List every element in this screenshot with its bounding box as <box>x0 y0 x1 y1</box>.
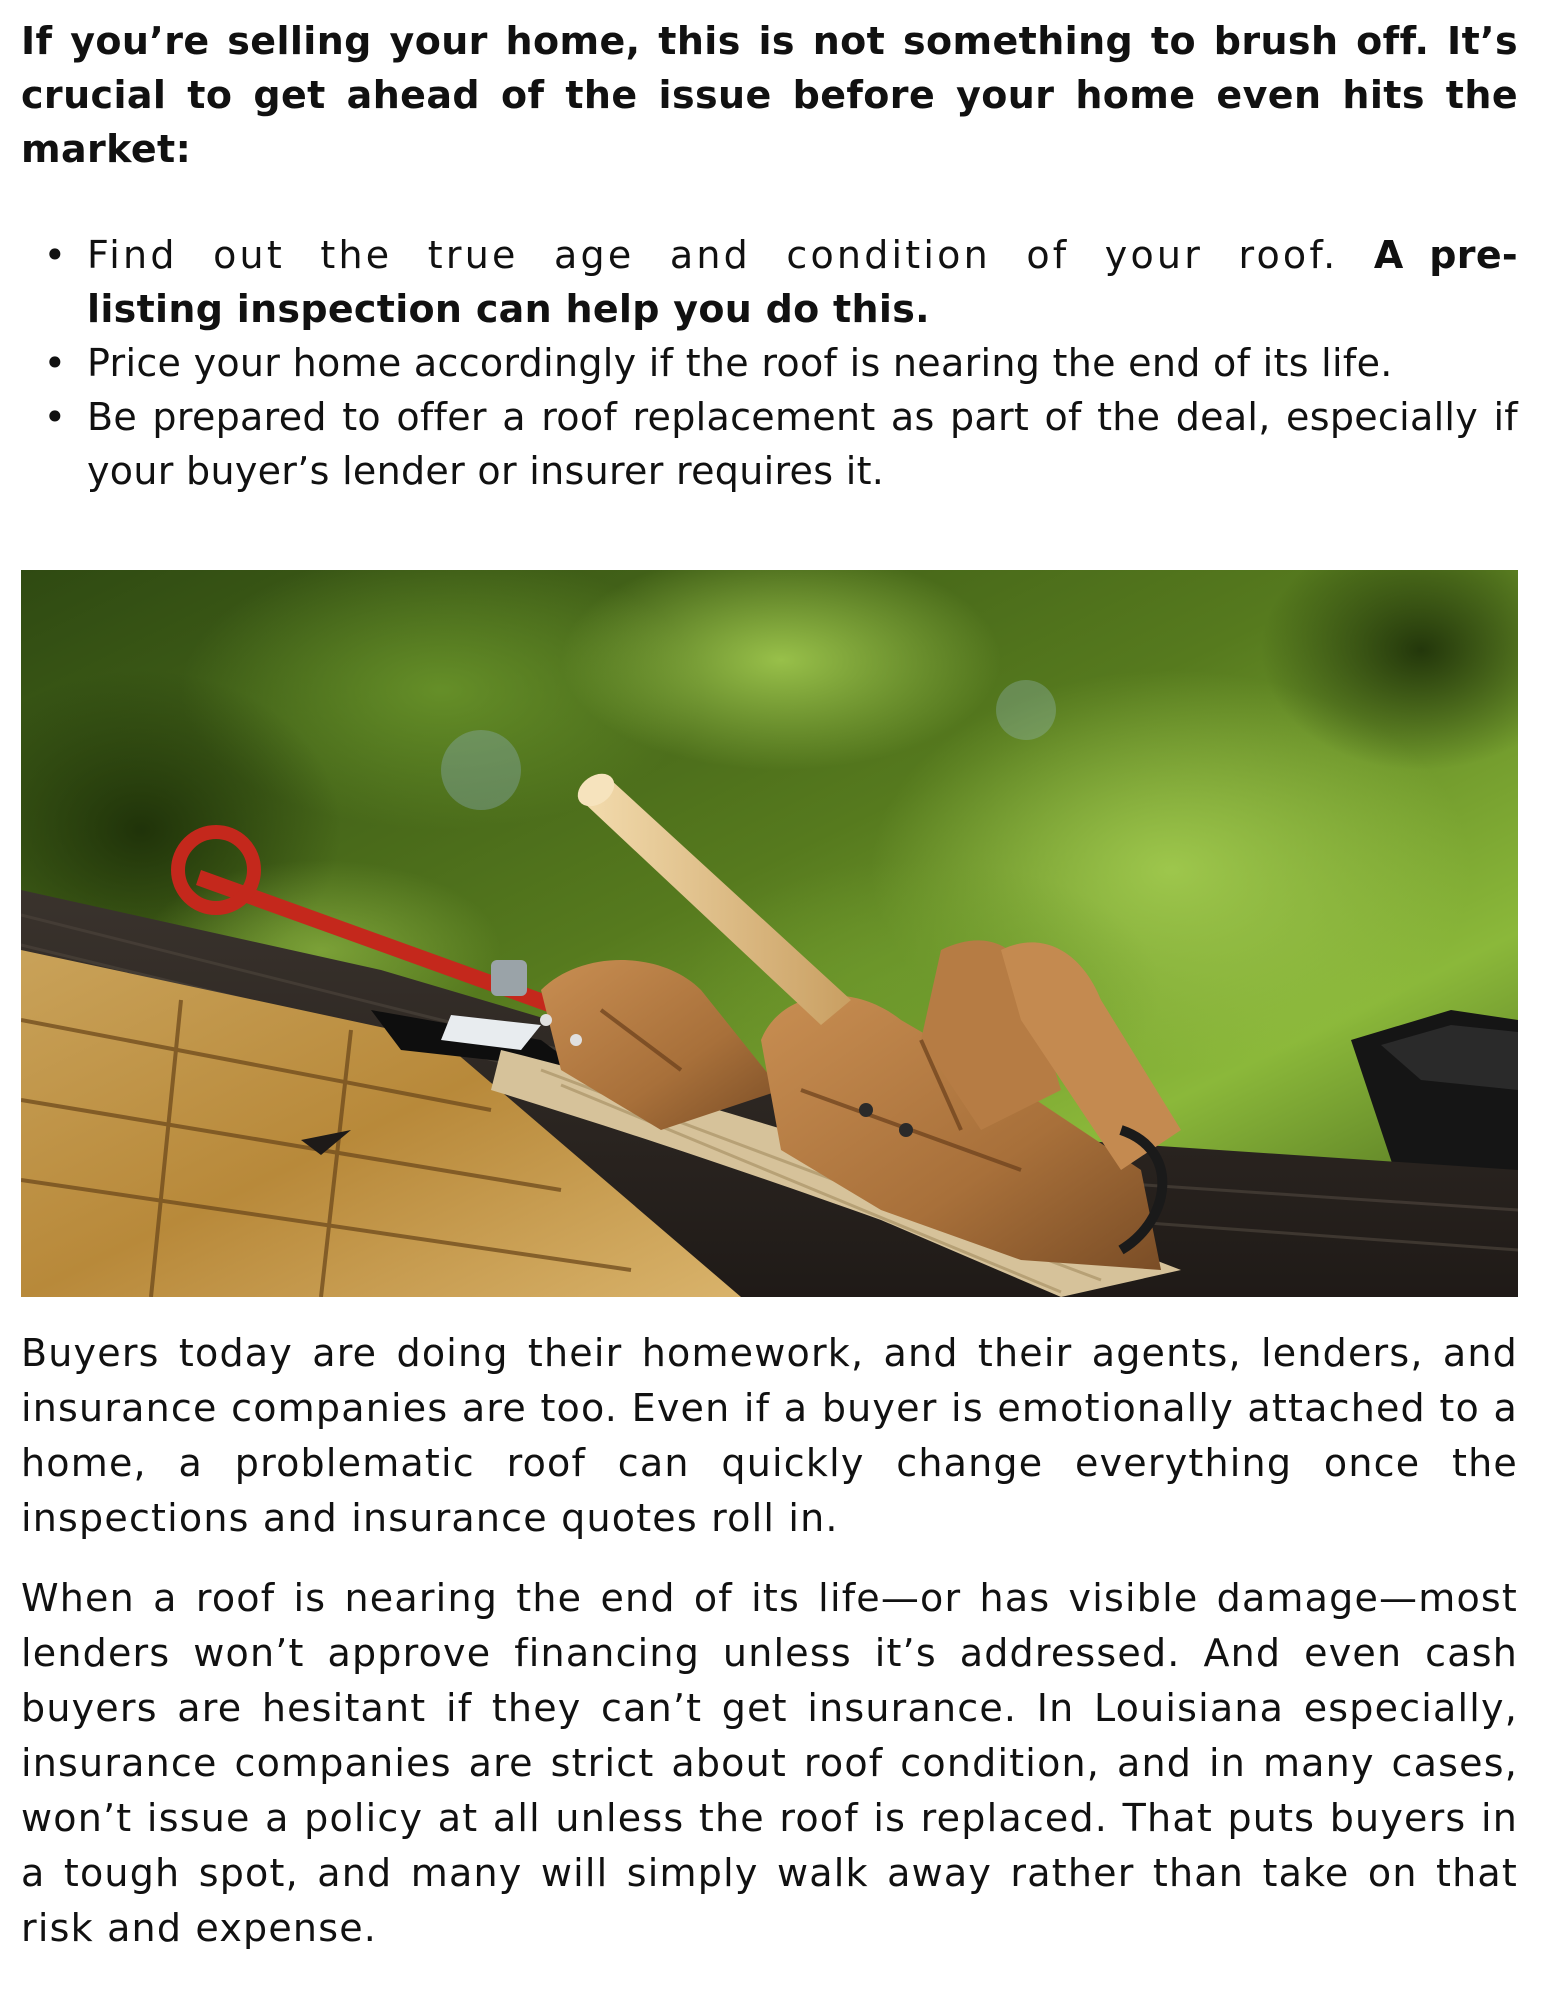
list-item <box>43 390 1518 498</box>
bullet-icon: • <box>43 395 67 439</box>
list-item <box>43 336 1518 390</box>
tips-list <box>21 228 1518 498</box>
photo-illustration <box>21 570 1518 1297</box>
bullet-icon: • <box>43 233 67 277</box>
list-item-text: Be prepared to offer a roof replacement as part of the deal, especially if your buyer’s lender or insurer requires it. <box>87 395 1518 493</box>
roof-tool-belt-photo <box>21 570 1518 1297</box>
list-item <box>43 228 1518 336</box>
body-paragraph: Buyers today are doing their homework, and their agents, lenders, and insurance companies are too. Even if a buyer is emotionally attached to a home, a problematic roof can quickly change everything once the inspections and insurance quotes roll in. <box>21 1331 1518 1540</box>
body-paragraph: When a roof is nearing the end of its life—or has visible damage—most lenders won’t approve financing unless it’s addressed. And even cash buyers are hesitant if they can’t get insurance. In Louisiana especially, insurance companies are strict about roof condition, and in many cases, won’t issue a policy at all unless the roof is replaced. That puts buyers in a tough spot, and many will simply walk away rather than take on that risk and expense. <box>21 1576 1518 1950</box>
list-item-text: Price your home accordingly if the roof is nearing the end of its life. <box>87 341 1393 385</box>
list-item-bold-text: A pre-listing inspection can help you do this. <box>87 233 1518 331</box>
intro-paragraph: If you’re selling your home, this is not something to brush off. It’s crucial to get ahead of the issue before your home even hits the market: <box>21 19 1518 171</box>
article-content <box>21 14 1518 498</box>
bullet-icon: • <box>43 341 67 385</box>
list-item-text: Find out the true age and condition of your roof. <box>87 233 1374 277</box>
